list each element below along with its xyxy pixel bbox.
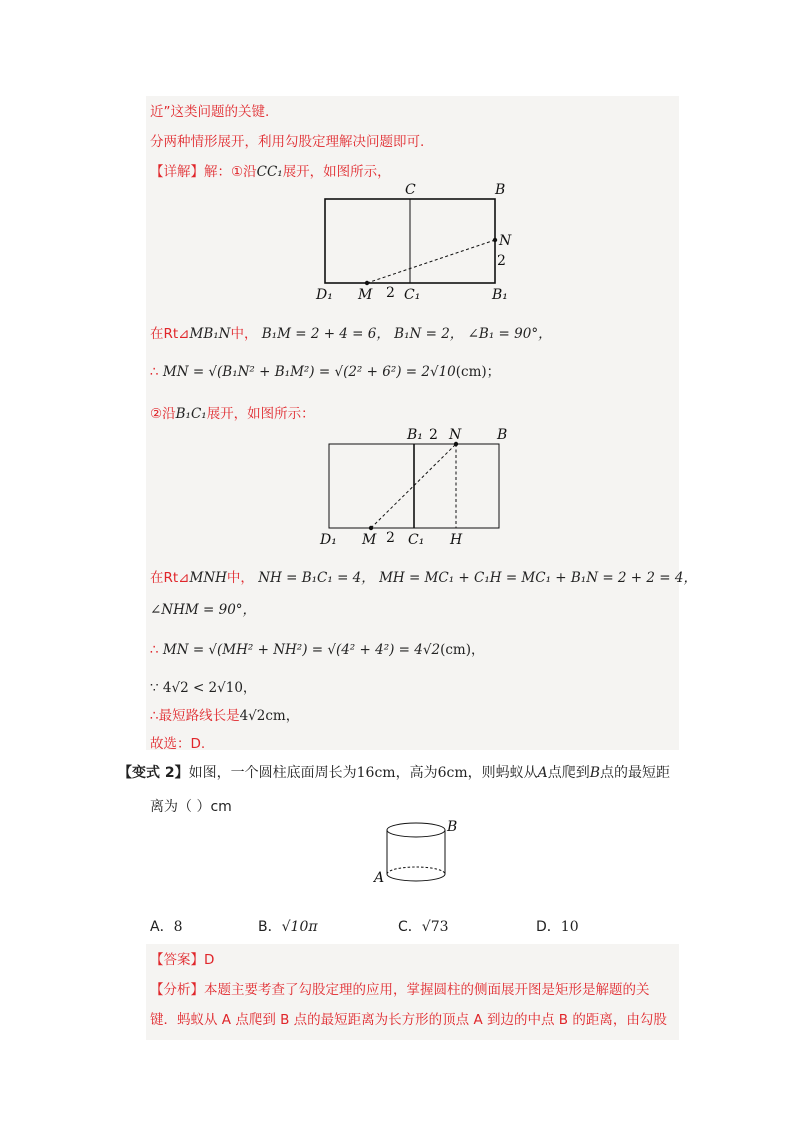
case2-prefix: 在Rt⊿ [150,570,190,586]
choose-line: 故选：D. [150,736,206,752]
question-text-b: ，高为 [395,765,438,781]
approach-line: 分两种情形展开，利用勾股定理解决问题即可. [150,134,425,150]
unfold-figure-1 [310,182,530,306]
cylinder-bottom-front [387,874,445,881]
detail-lead: 解：①沿 [204,164,257,180]
analysis-line-2: 键．蚂蚁从 A 点爬到 B 点的最短距离为长方形的顶点 A 到边的中点 B 的距离，由勾股 [150,1012,667,1028]
detail-line [150,160,391,180]
option-c[interactable] [398,916,449,936]
option-a-value: 8 [173,919,183,935]
label-n: N [499,233,512,249]
option-b-value: √10π [281,919,318,935]
option-c-value: √73 [421,919,449,935]
case1-statement [150,322,552,342]
detail-edge: CC₁ [256,164,283,180]
question-text-c: ，则蚂蚁从 [467,765,538,781]
label-d1: D₁ [316,287,333,303]
case2-unit: (cm)， [440,642,485,658]
path-mn [367,240,495,283]
label-b: B [447,819,458,835]
label-c1: C₁ [404,287,421,303]
case1-suffix: 中， [230,326,258,342]
answer-tag: 【答案】 [150,952,204,968]
case2-lead: ②沿 [150,406,176,422]
compare-line [150,676,256,696]
question-line-1 [118,762,670,782]
question-line-2: 离为（ ）cm [150,799,232,815]
label-b: B [497,427,508,443]
intro-tail-line: 近”这类问题的关键. [150,104,270,120]
case2-eq3: ∠NHM = 90°， [150,602,257,618]
question-text-e: 点的最短距 [600,765,671,781]
label-c1: C₁ [408,532,425,548]
question-text-a: 如图，一个圆柱底面周长为 [188,765,357,781]
point-m [365,281,369,285]
point-m [369,526,373,530]
case2-eq1: NH = B₁C₁ = 4， [258,570,375,586]
label-b: B [495,182,506,198]
case1-result [150,360,500,380]
option-a[interactable] [150,916,183,936]
question-unit-2: cm [446,765,468,781]
detail-tag: 【详解】 [150,164,204,180]
shortest-value: 4√2 [239,708,266,724]
analysis-line-1 [150,978,650,998]
case2-angle [150,598,256,618]
shortest-prefix: ∴最短路线长是 [150,708,240,724]
answer-line [150,948,214,968]
unfold-figure-2 [314,424,528,548]
label-d1: D₁ [320,532,337,548]
case2-line [150,402,315,422]
option-b-letter: B． [258,919,282,935]
case2-statement [150,566,697,586]
label-two-bottom: 2 [386,530,395,546]
option-d-letter: D． [536,919,561,935]
cylinder-top [387,823,445,837]
label-h: H [450,532,463,548]
case1-eq2: B₁N = 2， [394,326,464,342]
option-d[interactable] [536,916,579,936]
option-c-letter: C． [398,919,422,935]
case1-unit: (cm)； [455,364,501,380]
case1-expression: MN = √(B₁N² + B₁M²) = √(2² + 6²) = 2√10 [162,364,456,380]
case1-eq3: ∠B₁ = 90°， [467,326,552,342]
case2-triangle: MNH [189,570,227,586]
option-d-value: 10 [560,919,579,935]
question-text-d: 点爬到 [547,765,590,781]
answer-value: D [204,952,215,968]
cylinder-bottom-back [387,867,445,874]
case2-tail: 展开，如图所示： [206,406,315,422]
question-unit-1: cm [374,765,396,781]
case2-edge: B₁C₁ [175,406,207,422]
case1-prefix: 在Rt⊿ [150,326,190,342]
case1-triangle: MB₁N [189,326,231,342]
case1-eq1: B₁M = 2 + 4 = 6， [261,326,390,342]
label-c: C [405,182,416,198]
case1-therefore: ∴ [150,364,159,380]
analysis-text-1: 本题主要考查了勾股定理的应用，掌握圆柱的侧面展开图是矩形是解题的关 [204,982,650,998]
shortest-line [150,704,299,724]
question-point-a: A [537,765,548,781]
label-b1: B₁ [407,427,423,443]
question-height: 6 [437,765,447,781]
question-point-b: B [589,765,601,781]
case2-suffix: 中， [226,570,254,586]
label-m: M [362,532,377,548]
question-tag: 【变式 2】 [118,765,189,781]
cylinder-figure [372,818,472,890]
label-two-right: 2 [497,253,506,269]
point-n [493,238,497,242]
label-n: N [449,427,462,443]
case2-result [150,638,484,658]
detail-tail: 展开，如图所示， [282,164,391,180]
analysis-tag: 【分析】 [150,982,204,998]
shortest-unit: cm， [265,708,300,724]
label-b1: B₁ [492,287,508,303]
label-m: M [358,287,373,303]
option-b[interactable] [258,916,318,936]
case2-eq2: MH = MC₁ + C₁H = MC₁ + B₁N = 2 + 2 = 4， [379,570,697,586]
question-circumference: 16 [356,765,375,781]
case2-expression: MN = √(MH² + NH²) = √(4² + 4²) = 4√2 [162,642,441,658]
label-two-top: 2 [429,427,438,443]
case2-therefore: ∴ [150,642,159,658]
option-a-letter: A． [150,919,174,935]
label-a: A [374,870,385,886]
label-two-bottom: 2 [386,285,395,301]
compare-expression: ∵ 4√2 < 2√10， [150,680,257,696]
